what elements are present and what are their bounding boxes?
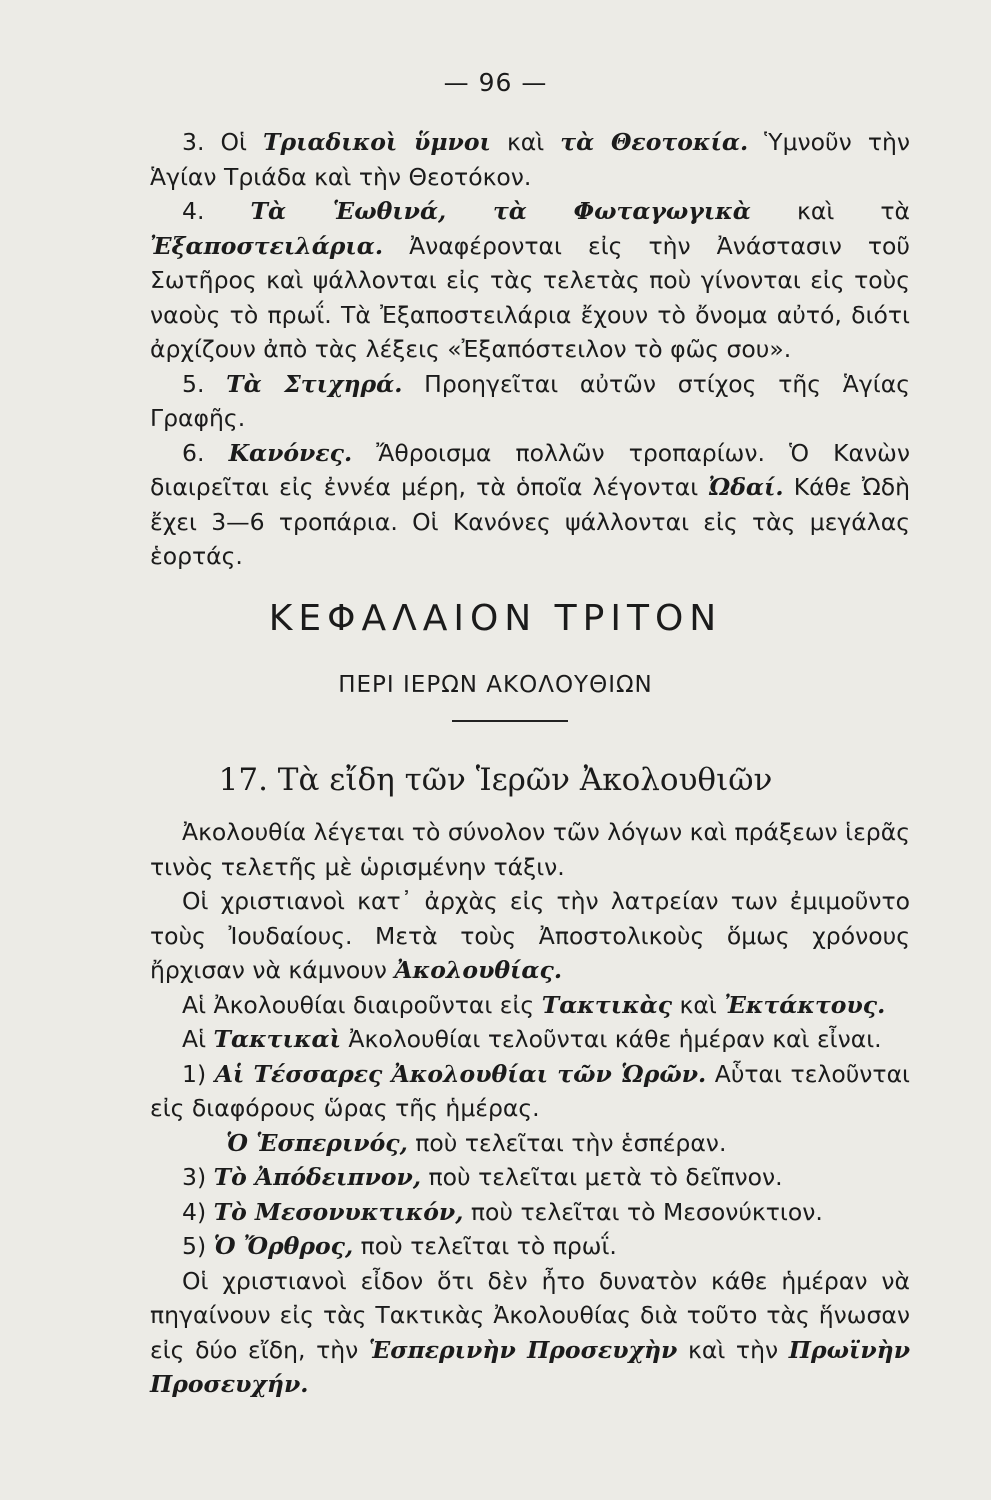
paragraph-text: Αἱ Ἀκολουθίαι διαιροῦνται εἰς (182, 990, 542, 1019)
item-text: ποὺ τελεῖται τὸ Μεσονύκτιον. (463, 1197, 823, 1226)
item-term: Τὰ Ἑωθινά, τὰ Φωταγωγικὰ (250, 197, 751, 225)
item-number: 1) (182, 1059, 215, 1088)
paragraph: Ἀκολουθία λέγεται τὸ σύνολον τῶν λόγων καὶ πράξεων ἱερᾶς τινὸς τελετῆς μὲ ὡρισμένην τάξιν. (150, 818, 910, 881)
section-body (150, 815, 910, 1402)
page-number: — 96 — (443, 68, 548, 97)
item-text: ποὺ τελεῖται τὴν ἑσπέραν. (407, 1128, 727, 1157)
item-number: 5) (182, 1232, 214, 1260)
item-term: Ὠδαί. (708, 473, 784, 501)
paragraph-term: Τακτικὰς (541, 990, 673, 1019)
chapter-subtitle: ΠΕΡΙ ΙΕΡΩΝ ΑΚΟΛΟΥΘΙΩΝ (338, 672, 653, 698)
paragraph-term: Τακτικαὶ (213, 1025, 341, 1053)
service-item-4 (150, 1195, 910, 1230)
service-item-3 (150, 1160, 910, 1195)
item-term: Τὸ Ἀπόδειπνον, (213, 1163, 422, 1191)
item-number: 5. (182, 369, 227, 398)
item-text: Ἄθροισμα πολλῶν τροπαρίων. Ὁ Κανὼν διαιρεῖται εἰς ἐννέα μέρη, τὰ ὁποῖα λέγονται (150, 438, 910, 501)
item-text: Ὑμνοῦν τὴν Ἁγίαν Τριάδα καὶ τὴν Θεοτόκον. (150, 128, 910, 191)
item-number: 6. (182, 438, 229, 467)
list-item-3 (150, 125, 910, 194)
paragraph (150, 1264, 910, 1402)
list-item-6 (150, 436, 910, 574)
divider-rule (452, 720, 568, 722)
paragraph (150, 1022, 910, 1057)
chapter-title: ΚΕΦΑΛΑΙΟΝ ΤΡΙΤΟΝ (268, 598, 723, 639)
list-item-5 (150, 367, 910, 436)
item-term: Τὰ Στιχηρά. (226, 369, 403, 398)
paragraph-term: Πρωϊνὴν Προσευχήν. (150, 1335, 911, 1398)
paragraph (150, 884, 910, 988)
list-item-4 (150, 194, 910, 367)
service-item-1 (150, 1057, 910, 1126)
item-number: 3) (182, 1163, 214, 1191)
item-text: καὶ τὰ (750, 197, 910, 225)
paragraph-term: Ἑσπερινὴν Προσευχὴν (368, 1335, 678, 1364)
service-item-2 (150, 1126, 910, 1161)
item-text: Ἀναφέρονται εἰς τὴν Ἀνάστασιν τοῦ Σωτῆρος καὶ ψάλλονται εἰς τὰς τελετὰς ποὺ γίνονται εἰς τοὺς ναοὺς τὸ πρωΐ. Τὰ Ἐξαποστειλάρια ἔχουν τὸ ὄνομα αὐτό, διότι ἀρχίζουν ἀπὸ τὰς λέξεις «Ἐξαπόστειλον τὸ φῶς σου». (150, 231, 910, 363)
item-term: Κανόνες. (228, 438, 353, 467)
section-heading: 17. Τὰ εἴδη τῶν Ἱερῶν Ἀκολουθιῶν (218, 762, 773, 798)
item-term: Αἱ Τέσσαρες Ἀκολουθίαι τῶν Ὡρῶν. (214, 1059, 707, 1088)
item-text: Κάθε Ὠδὴ ἔχει 3—6 τροπάρια. Οἱ Κανόνες ψάλλονται εἰς τὰς μεγάλας ἑορτάς. (150, 473, 910, 570)
item-number: 4. (182, 197, 251, 225)
item-number: 3. Οἱ (182, 128, 263, 156)
item-text: Αὗται τελοῦνται εἰς διαφόρους ὥρας τῆς ἡμέρας. (150, 1059, 911, 1122)
paragraph-term: Ἀκολουθίας. (394, 956, 563, 984)
paragraph-text: καὶ τὴν (677, 1335, 789, 1364)
item-term: Ὁ Ὄρθρος, (213, 1232, 354, 1260)
item-text: ποὺ τελεῖται μετὰ τὸ δεῖπνον. (421, 1163, 783, 1191)
paragraph-text: καὶ (672, 990, 725, 1019)
paragraph (150, 988, 910, 1023)
paragraph-text: Ἀκολουθίαι τελοῦνται κάθε ἡμέραν καὶ εἶναι. (340, 1025, 882, 1053)
paragraph-text: Οἱ χριστιανοὶ κατ᾿ ἀρχὰς εἰς τὴν λατρείαν των ἐμιμοῦντο τοὺς Ἰουδαίους. Μετὰ τοὺς Ἀποστολικοὺς ὅμως χρόνους ἤρχισαν νὰ κάμνουν (150, 887, 910, 984)
paragraph-term: Ἐκτάκτους. (724, 990, 886, 1019)
paragraph-text: Αἱ (182, 1025, 214, 1053)
item-term: Ἐξαποστειλάρια. (150, 231, 384, 260)
item-term: Ὁ Ἑσπερινός, (226, 1128, 408, 1157)
paragraph-text: Οἱ χριστιανοὶ εἶδον ὅτι δὲν ἦτο δυνατὸν κάθε ἡμέραν νὰ πηγαίνουν εἰς τὰς Τακτικὰς Ἀκολουθίας διὰ τοῦτο τὰς ἥνωσαν εἰς δύο εἴδη, τὴν (150, 1266, 910, 1364)
item-text: Προηγεῖται αὐτῶν στίχος τῆς Ἁγίας Γραφῆς. (150, 369, 910, 432)
item-number: 4) (182, 1197, 214, 1226)
item-term: Τὸ Μεσονυκτικόν, (213, 1197, 464, 1226)
service-item-5 (150, 1229, 910, 1264)
hymn-types-list (150, 125, 910, 574)
item-text: ποὺ τελεῖται τὸ πρωΐ. (353, 1232, 617, 1260)
item-text: καὶ (490, 128, 561, 156)
item-term: τὰ Θεοτοκία. (560, 128, 749, 156)
item-term: Τριαδικοὶ ὕμνοι (262, 128, 491, 156)
